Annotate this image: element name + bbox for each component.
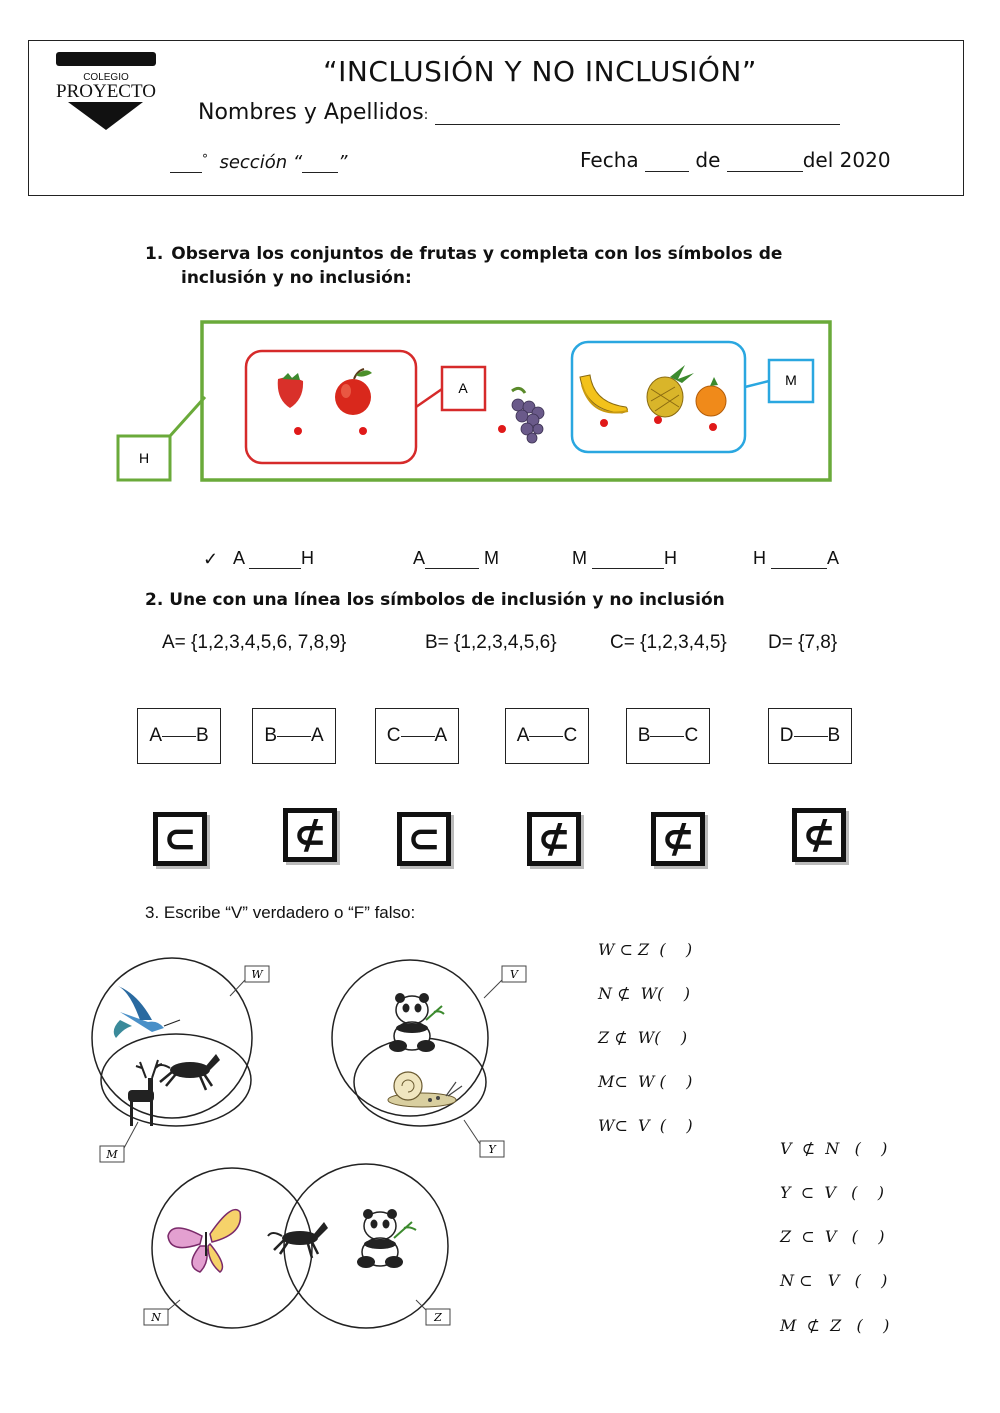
answer-2: A M [413,548,500,568]
banana-dot [600,419,608,427]
set-b-definition: B= {1,2,3,4,5,6} [425,632,557,653]
grade-degree: ° [202,152,208,166]
pair-box-a-c[interactable]: A C [505,708,589,764]
w-label: W [251,968,263,981]
date-of-label: de [695,148,721,172]
m-label: M [106,1148,118,1161]
banana-icon [580,375,628,413]
strawberry-dot [294,427,302,435]
v-label: V [510,968,518,981]
set-a-definition: A= {1,2,3,4,5,6, 7,8,9} [162,632,347,653]
panda-z-icon [357,1209,416,1268]
set-h-connector [170,397,205,436]
section-input-line[interactable] [302,172,338,173]
day-input-line[interactable] [645,171,689,172]
set-h-label: H [138,450,150,466]
question-1-line2: inclusión y no inclusión: [181,268,412,288]
answer-3: M H [572,548,678,568]
statement-right-4[interactable]: N ⊂ V ( ) [780,1271,888,1290]
statement-left-3[interactable]: Z ⊄ W( ) [598,1028,688,1047]
section-field: ° sección “ ” [170,152,348,173]
orange-dot [709,423,717,431]
answer-1: A H [233,548,315,568]
pair-box-b-c[interactable]: B C [626,708,710,764]
not-subset-symbol-box-3[interactable]: ⊄ [651,812,705,866]
statement-right-2[interactable]: Y ⊂ V ( ) [780,1183,884,1202]
z-label: Z [434,1311,442,1324]
answer-2-blank[interactable] [425,568,479,569]
statement-left-4[interactable]: M⊂ W ( ) [598,1072,693,1091]
set-d-definition: D= {7,8} [768,632,838,653]
answer-1-blank[interactable] [249,568,301,569]
pair-box-c-a[interactable]: C A [375,708,459,764]
pair-box-d-b[interactable]: D B [768,708,852,764]
pair-box-b-a[interactable]: B A [252,708,336,764]
pineapple-dot [654,416,662,424]
subset-symbol-box-1[interactable]: ⊂ [153,812,207,866]
question-2-title: 2. Une con una línea los símbolos de inclusión y no inclusión [145,590,725,610]
orange-icon [696,377,726,416]
set-m-circle [101,1034,251,1126]
grapes-icon [512,388,544,443]
check-mark-icon: ✓ [203,549,219,569]
school-logo [38,50,173,132]
venn-diagrams [60,950,540,1340]
logo-top-text: COLEGIO [83,72,129,83]
month-input-line[interactable] [727,171,803,172]
butterfly-icon [168,1210,240,1272]
statement-right-3[interactable]: Z ⊂ V ( ) [780,1227,885,1246]
answer-4-blank[interactable] [771,568,827,569]
grade-input-line[interactable] [170,172,202,173]
date-label: Fecha [580,148,639,172]
date-field [580,148,891,172]
question-1-number: 1. [145,244,164,264]
subset-symbol-box-2[interactable]: ⊂ [397,812,451,866]
grapes-dot [498,425,506,433]
panda-icon [389,993,444,1052]
statement-right-5[interactable]: M ⊄ Z ( ) [780,1316,890,1335]
fruit-sets-diagram [110,315,840,490]
question-1-line1: Observa los conjuntos de frutas y completa con los símbolos de [171,244,783,264]
question-1-answers [0,548,1000,576]
pair-box-a-b[interactable]: A B [137,708,221,764]
set-a-connector [416,389,442,407]
pineapple-icon [647,365,694,417]
set-m-label: M [785,372,797,388]
y-label: Y [488,1143,496,1156]
set-m-connector [745,381,769,387]
not-subset-symbol-box-2[interactable]: ⊄ [527,812,581,866]
date-year-label: del 2020 [802,148,891,172]
statement-right-1[interactable]: V ⊄ N ( ) [780,1139,888,1158]
n-label: N [151,1311,161,1324]
horse-icon [156,1054,220,1090]
names-input-line[interactable] [435,124,840,125]
set-a-border [246,351,416,463]
set-a-label: A [458,380,468,396]
answer-4: H A [753,548,840,568]
page-title: “INCLUSIÓN Y NO INCLUSIÓN” [323,55,757,88]
horse-intersection-icon [268,1222,328,1258]
names-field: Nombres y Apellidos: [198,100,840,125]
set-n-circle [152,1168,312,1328]
not-subset-symbol-box-1[interactable]: ⊄ [283,808,337,862]
statement-left-1[interactable]: W ⊂ Z ( ) [598,940,693,959]
question-3-title: 3. Escribe “V” verdadero o “F” falso: [145,903,416,922]
strawberry-icon [278,373,303,408]
section-label: sección [219,152,288,173]
statement-left-5[interactable]: W⊂ V ( ) [598,1116,693,1135]
names-label: Nombres y Apellidos [198,100,424,125]
logo-main-text: PROYECTO [56,81,156,102]
statement-left-2[interactable]: N ⊄ W( ) [598,984,690,1003]
question-1 [145,242,857,290]
snail-icon [388,1072,462,1107]
apple-dot [359,427,367,435]
answer-3-blank[interactable] [592,568,664,569]
hummingbird-icon [114,986,180,1038]
apple-icon [335,369,372,415]
set-c-definition: C= {1,2,3,4,5} [610,632,727,653]
not-subset-symbol-box-4[interactable]: ⊄ [792,808,846,862]
